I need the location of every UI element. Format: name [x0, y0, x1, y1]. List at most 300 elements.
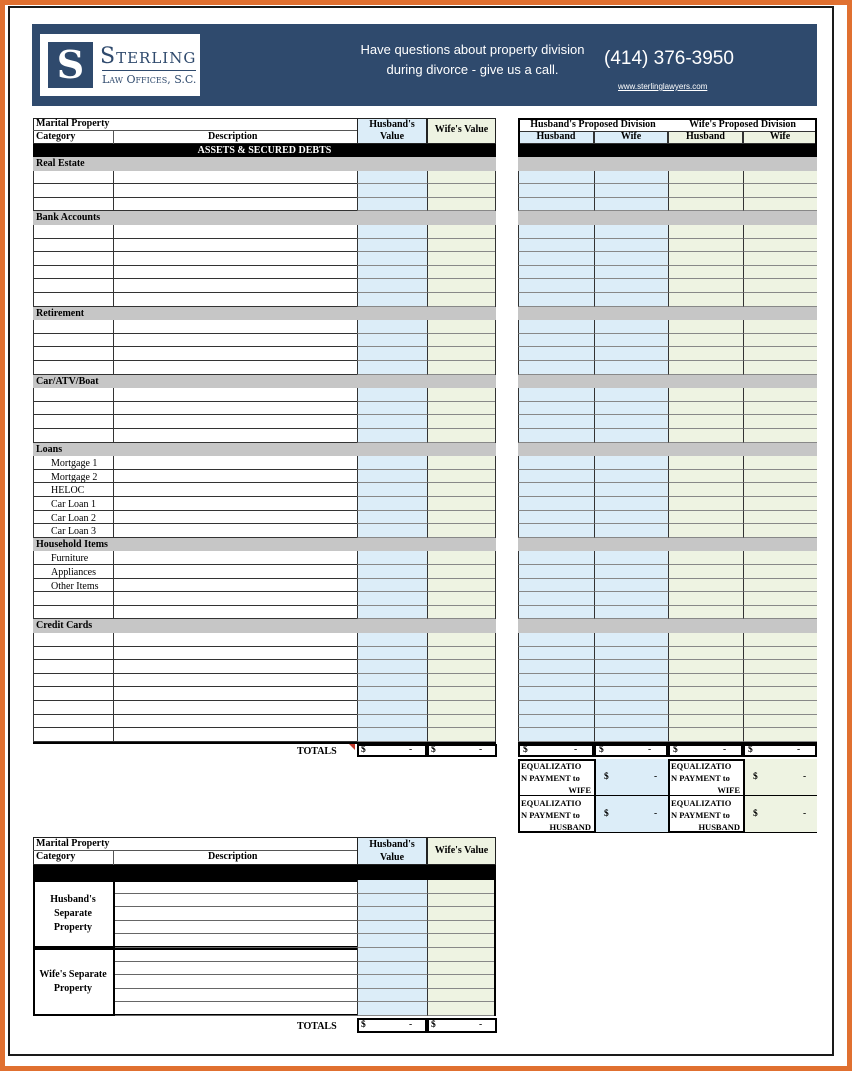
division-cell[interactable] [594, 334, 668, 348]
division-cell[interactable] [594, 592, 668, 606]
division-cell[interactable] [743, 293, 817, 307]
division-cell[interactable] [518, 647, 594, 661]
division-cell[interactable] [594, 429, 668, 443]
logo-name: Sterling [100, 44, 197, 69]
husband-value-cell[interactable] [357, 592, 427, 606]
division-cell[interactable] [668, 633, 743, 647]
separate-wife-value-cell[interactable] [427, 894, 494, 908]
division-cell[interactable] [668, 171, 743, 185]
separate-husband-value-cell[interactable] [357, 948, 427, 962]
husband-value-cell[interactable] [357, 198, 427, 212]
wife-value-cell[interactable] [427, 361, 495, 375]
division-cell[interactable] [518, 198, 594, 212]
separate-wife-value-cell[interactable] [427, 975, 494, 989]
equalization-husband-label [521, 797, 591, 833]
division-cell[interactable] [518, 225, 594, 239]
wife-value-cell[interactable] [427, 687, 495, 701]
wife-value-cell[interactable] [427, 334, 495, 348]
division-cell[interactable] [743, 415, 817, 429]
division-cell[interactable] [594, 470, 668, 484]
col-divider [113, 402, 114, 416]
division-cell[interactable] [594, 347, 668, 361]
division-cell[interactable] [518, 361, 594, 375]
wife-value-cell[interactable] [427, 184, 495, 198]
col-divider [113, 483, 114, 497]
husband-value-cell[interactable] [357, 701, 427, 715]
equalization-husband-line-1: EQUALIZATIO [671, 797, 732, 808]
section-title: Retirement [36, 307, 85, 319]
husband-separate-label-line: Property [53, 922, 93, 933]
division-cell[interactable] [743, 497, 817, 511]
equalization-husband-dollar: $ [753, 808, 758, 819]
division-cell[interactable] [668, 660, 743, 674]
division-cell[interactable] [518, 279, 594, 293]
website-link[interactable]: www.sterlinglawyers.com [618, 82, 708, 91]
husband-value-cell[interactable] [357, 633, 427, 647]
division-cell[interactable] [518, 320, 594, 334]
separate-husband-value-cell[interactable] [357, 894, 427, 908]
division-cell[interactable] [668, 715, 743, 729]
separate-wife-value-cell[interactable] [427, 989, 494, 1003]
division-cell[interactable] [594, 361, 668, 375]
husband-value-cell[interactable] [357, 266, 427, 280]
division-cell[interactable] [668, 429, 743, 443]
husband-value-cell[interactable] [357, 728, 427, 742]
wife-value-cell[interactable] [427, 592, 495, 606]
division-cell[interactable] [518, 728, 594, 742]
division-cell[interactable] [518, 252, 594, 266]
husband-value-cell[interactable] [357, 551, 427, 565]
husband-value-cell[interactable] [357, 606, 427, 620]
wife-value-cell[interactable] [427, 347, 495, 361]
husband-value-cell[interactable] [357, 497, 427, 511]
division-black-bar [518, 144, 817, 157]
husband-value-cell[interactable] [357, 320, 427, 334]
division-cell[interactable] [594, 266, 668, 280]
division-cell[interactable] [668, 701, 743, 715]
division-cell[interactable] [518, 402, 594, 416]
wife-value-cell[interactable] [427, 198, 495, 212]
division-cell[interactable] [743, 266, 817, 280]
husband-value-cell[interactable] [357, 483, 427, 497]
husband-value-cell[interactable] [357, 511, 427, 525]
division-cell[interactable] [594, 565, 668, 579]
separate-husband-value-cell[interactable] [357, 907, 427, 921]
separate-husband-value-cell[interactable] [357, 921, 427, 935]
division-cell[interactable] [594, 293, 668, 307]
division-cell[interactable] [518, 511, 594, 525]
division-cell[interactable] [668, 565, 743, 579]
division-cell[interactable] [518, 171, 594, 185]
section-bar [33, 211, 496, 225]
separate-wife-value-cell[interactable] [427, 962, 494, 976]
equalization-husband-line-3: HUSBAND [698, 821, 740, 832]
wife-value-cell[interactable] [427, 483, 495, 497]
division-cell[interactable] [668, 279, 743, 293]
division-cell[interactable] [594, 402, 668, 416]
division-cell[interactable] [668, 606, 743, 620]
equalization-wife-dollar: $ [753, 771, 758, 782]
division-cell[interactable] [518, 633, 594, 647]
division-cell[interactable] [518, 701, 594, 715]
husband-value-cell[interactable] [357, 647, 427, 661]
col-divider [113, 388, 114, 402]
husband-value-cell[interactable] [357, 171, 427, 185]
division-cell[interactable] [594, 198, 668, 212]
separate-husbands-value-1: Husband's [369, 839, 415, 850]
wife-value-cell[interactable] [427, 715, 495, 729]
husband-value-cell[interactable] [357, 687, 427, 701]
division-cell[interactable] [594, 252, 668, 266]
item-label: Car Loan 1 [51, 499, 96, 510]
division-cell[interactable] [594, 225, 668, 239]
division-cell[interactable] [668, 198, 743, 212]
husband-value-cell[interactable] [357, 402, 427, 416]
wife-value-cell[interactable] [427, 293, 495, 307]
section-bar [33, 375, 496, 389]
col-divider [113, 171, 114, 185]
wife-value-cell[interactable] [427, 647, 495, 661]
division-cell[interactable] [668, 293, 743, 307]
division-cell[interactable] [668, 334, 743, 348]
division-cell[interactable] [518, 429, 594, 443]
division-cell[interactable] [518, 470, 594, 484]
division-cell[interactable] [518, 456, 594, 470]
section-bar [33, 157, 496, 171]
wife-value-cell[interactable] [427, 497, 495, 511]
division-cell[interactable] [743, 701, 817, 715]
division-cell[interactable] [518, 579, 594, 593]
col-divider [113, 565, 114, 579]
division-cell[interactable] [668, 579, 743, 593]
division-cell[interactable] [668, 456, 743, 470]
husband-separate-label [35, 893, 111, 935]
division-cell[interactable] [594, 184, 668, 198]
division-cell[interactable] [743, 551, 817, 565]
husband-value-cell[interactable] [357, 456, 427, 470]
division-cell[interactable] [594, 524, 668, 538]
division-cell[interactable] [518, 347, 594, 361]
division-cell[interactable] [743, 606, 817, 620]
wife-value-cell[interactable] [427, 551, 495, 565]
separate-husband-value-cell[interactable] [357, 880, 427, 894]
husband-value-cell[interactable] [357, 225, 427, 239]
division-cell[interactable] [668, 347, 743, 361]
division-cell[interactable] [518, 660, 594, 674]
division-cell[interactable] [668, 483, 743, 497]
division-cell[interactable] [594, 415, 668, 429]
husband-value-cell[interactable] [357, 579, 427, 593]
division-cell[interactable] [518, 592, 594, 606]
wife-value-cell[interactable] [427, 633, 495, 647]
wife-value-cell[interactable] [427, 524, 495, 538]
wife-value-cell[interactable] [427, 511, 495, 525]
separate-wife-value-cell[interactable] [427, 948, 494, 962]
separate-wife-value-cell[interactable] [427, 1002, 494, 1016]
col-divider [113, 674, 114, 688]
husband-value-cell[interactable] [357, 184, 427, 198]
division-cell[interactable] [743, 647, 817, 661]
section-bar [33, 443, 496, 457]
division-cell[interactable] [743, 402, 817, 416]
division-cell[interactable] [743, 579, 817, 593]
division-cell[interactable] [743, 470, 817, 484]
division-cell[interactable] [743, 347, 817, 361]
division-cell[interactable] [594, 674, 668, 688]
division-cell[interactable] [594, 647, 668, 661]
phone-number[interactable]: (414) 376-3950 [604, 48, 734, 69]
division-cell[interactable] [668, 252, 743, 266]
division-cell[interactable] [518, 239, 594, 253]
separate-wife-value-cell[interactable] [427, 907, 494, 921]
division-cell[interactable] [743, 728, 817, 742]
wife-value-cell[interactable] [427, 429, 495, 443]
wife-value-cell[interactable] [427, 660, 495, 674]
husband-value-cell[interactable] [357, 660, 427, 674]
division-cell[interactable] [518, 483, 594, 497]
equalization-wife-label [671, 760, 740, 796]
division-cell[interactable] [743, 524, 817, 538]
col-divider [113, 715, 114, 729]
husband-value-cell[interactable] [357, 293, 427, 307]
wife-value-cell[interactable] [427, 415, 495, 429]
husband-value-cell[interactable] [357, 239, 427, 253]
division-cell[interactable] [743, 184, 817, 198]
husband-separate-label-line: Husband's [50, 894, 96, 905]
wife-value-cell[interactable] [427, 252, 495, 266]
division-cell[interactable] [518, 524, 594, 538]
separate-husband-value-cell[interactable] [357, 934, 427, 948]
wife-value-cell[interactable] [427, 470, 495, 484]
header-divider [33, 130, 357, 131]
division-cell[interactable] [743, 429, 817, 443]
husband-value-cell[interactable] [357, 361, 427, 375]
division-cell[interactable] [743, 225, 817, 239]
division-cell[interactable] [594, 660, 668, 674]
division-section-bar [518, 538, 817, 552]
division-cell[interactable] [743, 660, 817, 674]
division-cell[interactable] [743, 388, 817, 402]
division-cell[interactable] [743, 361, 817, 375]
wife-value-cell[interactable] [427, 402, 495, 416]
wife-value-cell[interactable] [427, 388, 495, 402]
equalization-wife-line-1: EQUALIZATIO [671, 760, 732, 771]
wife-value-cell[interactable] [427, 728, 495, 742]
division-cell[interactable] [594, 687, 668, 701]
division-cell[interactable] [743, 715, 817, 729]
division-cell[interactable] [594, 239, 668, 253]
separate-husband-value-cell[interactable] [357, 1002, 427, 1016]
division-cell[interactable] [743, 565, 817, 579]
separate-wife-value-cell[interactable] [427, 880, 494, 894]
division-cell[interactable] [668, 239, 743, 253]
division-cell[interactable] [668, 402, 743, 416]
wifes-value-header: Wife's Value [434, 124, 489, 135]
separate-black-bar [33, 865, 496, 880]
col-divider [113, 524, 114, 538]
division-cell[interactable] [668, 647, 743, 661]
division-cell[interactable] [594, 171, 668, 185]
division-cell[interactable] [594, 511, 668, 525]
separate-row-line [115, 961, 357, 962]
division-cell[interactable] [668, 728, 743, 742]
separate-husband-value-cell[interactable] [357, 989, 427, 1003]
division-cell[interactable] [668, 361, 743, 375]
separate-husband-total-dollar: $ [361, 1020, 366, 1030]
col-divider [113, 633, 114, 647]
division-cell[interactable] [668, 320, 743, 334]
logo-subtitle: Law Offices, S.C. [102, 70, 196, 86]
husband-value-cell[interactable] [357, 429, 427, 443]
division-section-bar [518, 211, 817, 225]
item-label: HELOC [51, 485, 85, 497]
col-divider [113, 701, 114, 715]
division-cell[interactable] [518, 184, 594, 198]
wife-value-cell[interactable] [427, 320, 495, 334]
wife-total-dollar: $ [431, 744, 436, 755]
husband-value-cell[interactable] [357, 674, 427, 688]
division-cell[interactable] [743, 239, 817, 253]
division-cell[interactable] [518, 606, 594, 620]
division-cell[interactable] [743, 511, 817, 525]
division-total-cell [668, 744, 743, 757]
division-section-bar [518, 443, 817, 457]
col-divider [113, 239, 114, 253]
division-cell[interactable] [594, 551, 668, 565]
col-divider [113, 551, 114, 565]
division-cell[interactable] [518, 551, 594, 565]
husband-total-cell [357, 744, 427, 757]
husband-value-cell[interactable] [357, 524, 427, 538]
division-cell[interactable] [668, 511, 743, 525]
husband-value-cell[interactable] [357, 347, 427, 361]
wife-value-cell[interactable] [427, 701, 495, 715]
wife-total-cell [427, 744, 497, 757]
col-divider [113, 660, 114, 674]
wife-separate-label [35, 968, 111, 996]
col-divider [113, 470, 114, 484]
division-cell[interactable] [743, 252, 817, 266]
equalization-husband-value: - [654, 808, 658, 819]
division-cell[interactable] [594, 715, 668, 729]
wife-value-cell[interactable] [427, 225, 495, 239]
husband-total-dollar: $ [361, 744, 366, 755]
division-cell[interactable] [518, 497, 594, 511]
division-cell[interactable] [743, 483, 817, 497]
equalization-husband-line-3: HUSBAND [549, 821, 591, 832]
separate-husband-value-cell[interactable] [357, 962, 427, 976]
banner-question-line1: Have questions about property division [360, 42, 585, 57]
husband-value-cell[interactable] [357, 715, 427, 729]
division-cell[interactable] [743, 334, 817, 348]
col-divider [113, 647, 114, 661]
separate-wife-value-cell[interactable] [427, 934, 494, 948]
husbands-proposed-header: Husband's Proposed Division [530, 119, 656, 130]
division-cell[interactable] [594, 320, 668, 334]
division-cell[interactable] [668, 266, 743, 280]
division-cell[interactable] [518, 293, 594, 307]
division-cell[interactable] [743, 633, 817, 647]
col-divider [113, 456, 114, 470]
husband-value-cell[interactable] [357, 279, 427, 293]
division-cell[interactable] [594, 483, 668, 497]
wife-value-cell[interactable] [427, 266, 495, 280]
division-cell[interactable] [594, 497, 668, 511]
division-cell[interactable] [518, 674, 594, 688]
husband-value-cell[interactable] [357, 388, 427, 402]
wife-value-cell[interactable] [427, 171, 495, 185]
division-cell[interactable] [518, 388, 594, 402]
division-cell[interactable] [743, 198, 817, 212]
division-cell[interactable] [668, 497, 743, 511]
division-cell[interactable] [594, 606, 668, 620]
separate-wife-value-cell[interactable] [427, 921, 494, 935]
division-cell[interactable] [668, 388, 743, 402]
division-section-bar [518, 157, 817, 171]
division-cell[interactable] [668, 592, 743, 606]
division-cell[interactable] [668, 415, 743, 429]
division-cell[interactable] [668, 687, 743, 701]
husband-value-cell[interactable] [357, 252, 427, 266]
separate-category-header: Category [36, 851, 76, 862]
division-cell[interactable] [518, 334, 594, 348]
wife-value-cell[interactable] [427, 239, 495, 253]
husband-value-cell[interactable] [357, 565, 427, 579]
wife-value-cell[interactable] [427, 456, 495, 470]
col-divider [113, 198, 114, 212]
division-cell[interactable] [668, 551, 743, 565]
division-cell[interactable] [594, 388, 668, 402]
division-cell[interactable] [743, 171, 817, 185]
husband-value-cell[interactable] [357, 470, 427, 484]
division-cell[interactable] [518, 715, 594, 729]
separate-husband-value-cell[interactable] [357, 975, 427, 989]
division-cell[interactable] [743, 320, 817, 334]
division-cell[interactable] [518, 415, 594, 429]
wife-value-cell[interactable] [427, 579, 495, 593]
division-cell[interactable] [594, 701, 668, 715]
division-cell[interactable] [743, 456, 817, 470]
division-cell[interactable] [743, 687, 817, 701]
division-cell[interactable] [668, 674, 743, 688]
division-cell[interactable] [518, 687, 594, 701]
division-cell[interactable] [518, 565, 594, 579]
wife-value-cell[interactable] [427, 606, 495, 620]
equalization-wife-dollar: $ [604, 771, 609, 782]
division-cell[interactable] [668, 184, 743, 198]
section-bar [33, 307, 496, 321]
division-cell[interactable] [518, 266, 594, 280]
wife-value-cell[interactable] [427, 279, 495, 293]
husband-value-cell[interactable] [357, 415, 427, 429]
division-subheader-husband: Husband [686, 131, 725, 142]
wife-value-cell[interactable] [427, 565, 495, 579]
division-cell[interactable] [668, 524, 743, 538]
division-cell[interactable] [594, 579, 668, 593]
wife-value-cell[interactable] [427, 674, 495, 688]
division-cell[interactable] [594, 728, 668, 742]
division-cell[interactable] [743, 674, 817, 688]
division-cell[interactable] [668, 225, 743, 239]
division-total-value: - [797, 744, 801, 755]
division-cell[interactable] [594, 633, 668, 647]
husband-value-cell[interactable] [357, 334, 427, 348]
division-cell[interactable] [594, 279, 668, 293]
division-cell[interactable] [594, 456, 668, 470]
division-cell[interactable] [668, 470, 743, 484]
division-cell[interactable] [743, 592, 817, 606]
division-cell[interactable] [743, 279, 817, 293]
